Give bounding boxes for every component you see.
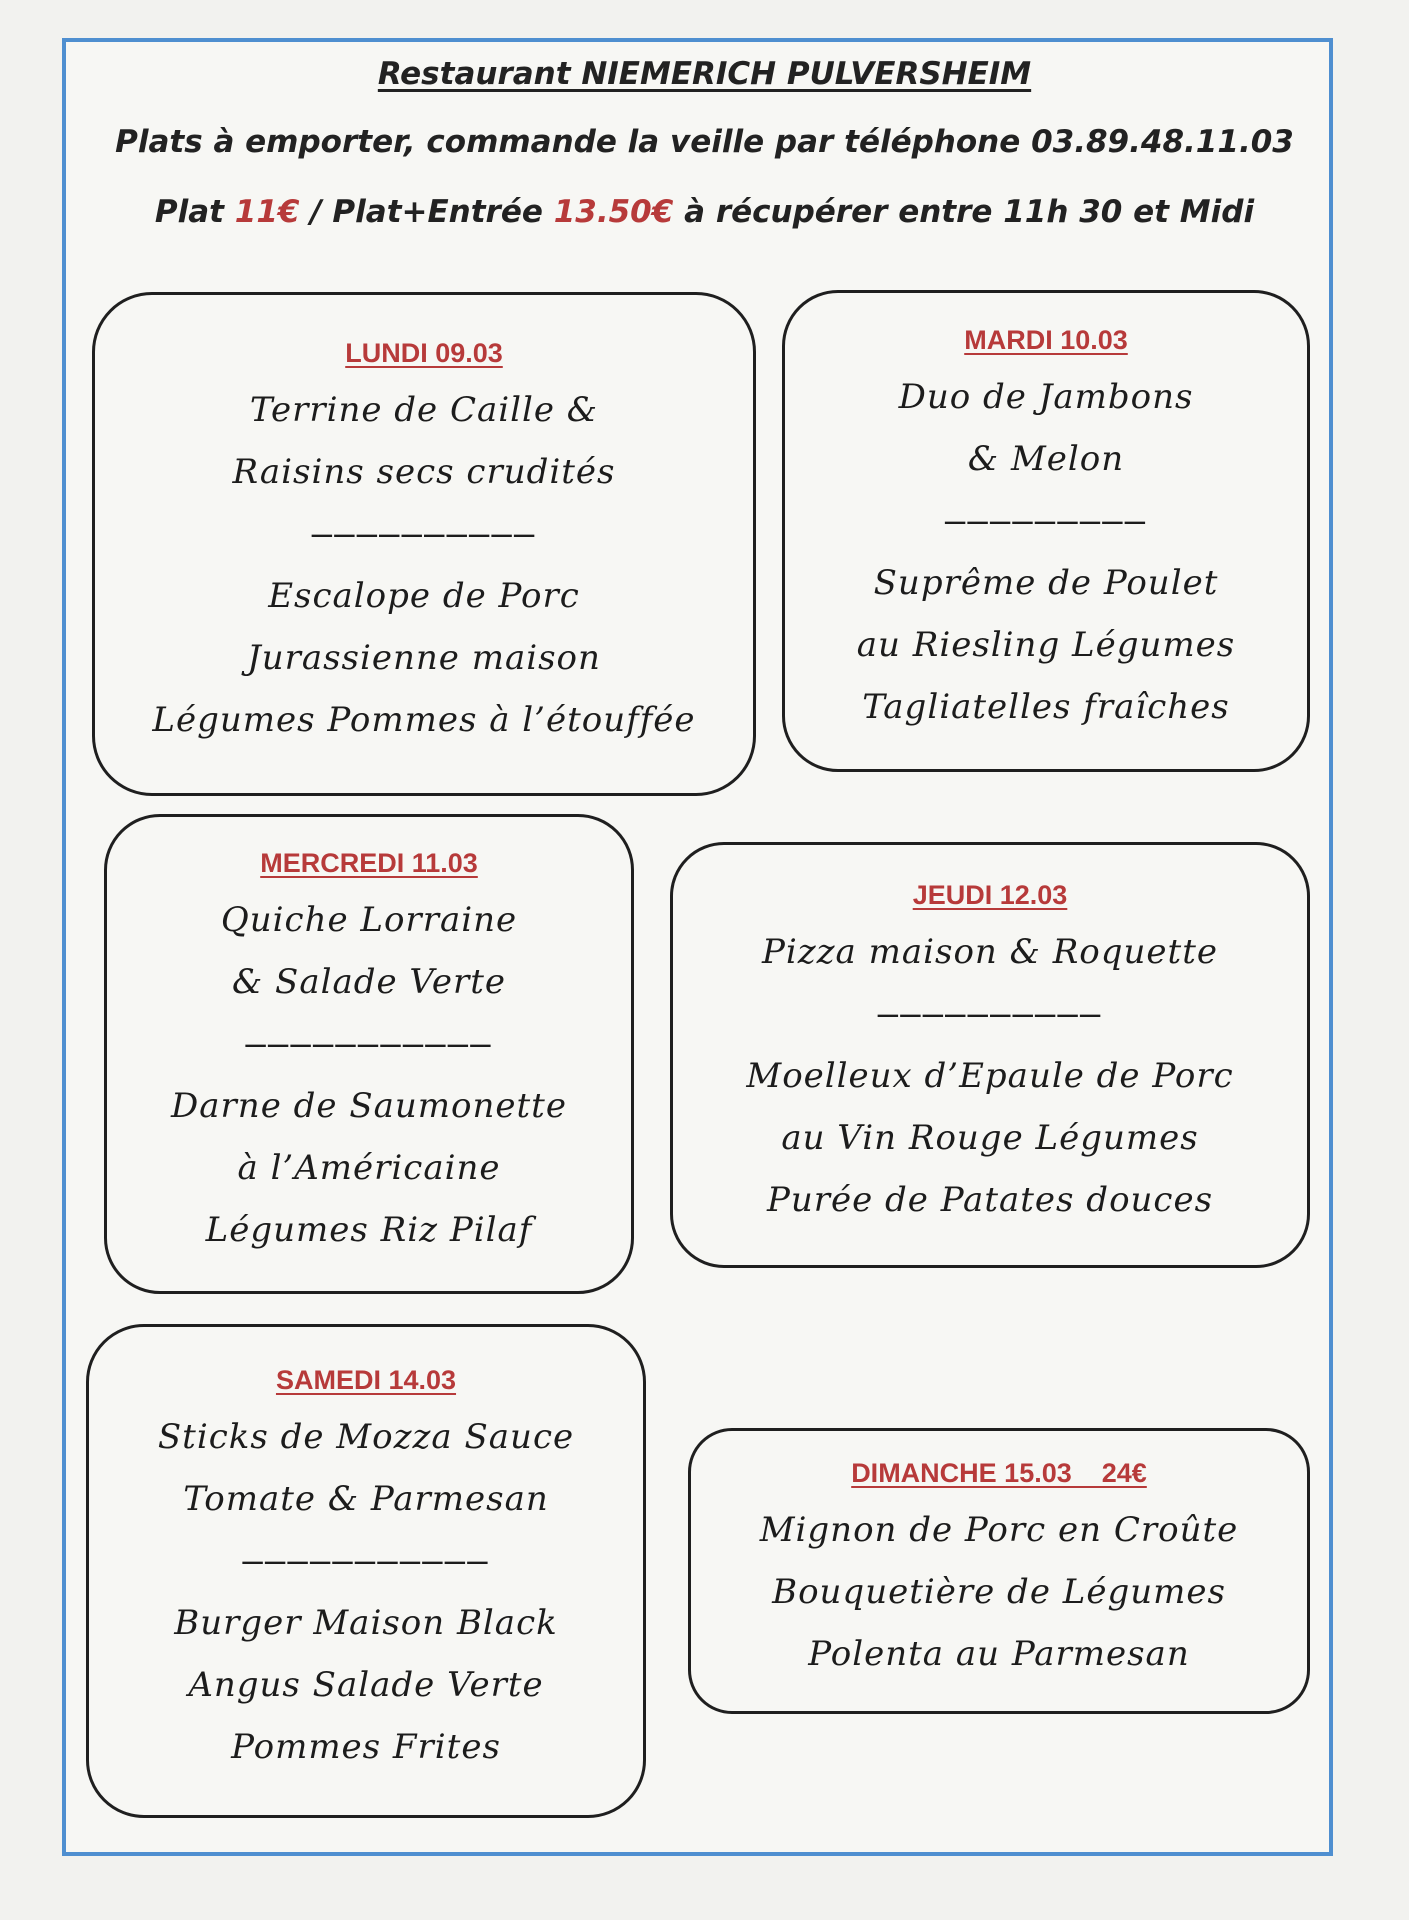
main-line-3: Tagliatelles fraîches <box>862 686 1230 727</box>
starter-line-2: Tomate & Parmesan <box>183 1478 549 1519</box>
starter-line-2: & Melon <box>967 438 1125 479</box>
main-line-1: Escalope de Porc <box>268 575 580 616</box>
course-separator: –––––––––– <box>877 993 1103 1034</box>
starter-line-1: Duo de Jambons <box>898 376 1194 417</box>
course-separator: ––––––––––– <box>242 1540 490 1581</box>
day-title-mercredi: MERCREDI 11.03 <box>260 847 478 878</box>
starter-line-1: Sticks de Mozza Sauce <box>157 1416 575 1457</box>
day-box-dimanche <box>688 1428 1310 1714</box>
takeaway-info: Plats à emporter, commande la veille par téléphone 03.89.48.11.03 <box>115 124 1294 160</box>
main-line-2: à l’Américaine <box>237 1147 501 1188</box>
day-title-dimanche: DIMANCHE 15.03 24€ <box>851 1457 1147 1488</box>
main-line-2: au Vin Rouge Légumes <box>781 1117 1199 1158</box>
main-line-3: Légumes Riz Pilaf <box>205 1209 533 1250</box>
main-line-1: Moelleux d’Epaule de Porc <box>746 1055 1234 1096</box>
starter-line-2: & Salade Verte <box>231 961 507 1002</box>
day-title-jeudi: JEUDI 12.03 <box>912 879 1068 910</box>
main-line-3: Purée de Patates douces <box>766 1179 1214 1220</box>
price-middle: / Plat+Entrée <box>299 194 554 230</box>
main-line-1: Suprême de Poulet <box>873 562 1219 603</box>
main-line-1: Burger Maison Black <box>174 1602 558 1643</box>
day-box-jeudi <box>670 842 1310 1268</box>
plat-price: 11€ <box>234 194 300 230</box>
main-line-3: Pommes Frites <box>231 1726 501 1767</box>
main-line-2: Jurassienne maison <box>247 637 601 678</box>
starter-line-1: Terrine de Caille & <box>249 389 599 430</box>
price-line <box>0 194 1409 230</box>
price-prefix: Plat <box>154 194 235 230</box>
day-box-lundi <box>92 292 756 796</box>
day-box-mercredi <box>104 814 634 1294</box>
day-title-mardi: MARDI 10.03 <box>964 324 1128 355</box>
starter-line-1: Pizza maison & Roquette <box>761 931 1219 972</box>
day-title-lundi: LUNDI 09.03 <box>345 337 503 368</box>
main-line-3: Légumes Pommes à l’étouffée <box>152 699 696 740</box>
pickup-time: à récupérer entre 11h 30 et Midi <box>673 194 1255 230</box>
starter-line-2: Raisins secs crudités <box>232 451 616 492</box>
plat-entree-price: 13.50€ <box>553 194 674 230</box>
day-box-samedi <box>86 1324 646 1818</box>
main-line-2: Angus Salade Verte <box>188 1664 544 1705</box>
main-line-1: Mignon de Porc en Croûte <box>759 1509 1239 1550</box>
main-line-2: au Riesling Légumes <box>856 624 1236 665</box>
day-box-mardi <box>782 290 1310 772</box>
restaurant-title: Restaurant NIEMERICH PULVERSHEIM <box>377 56 1032 92</box>
main-line-3: Polenta au Parmesan <box>808 1633 1190 1674</box>
day-title-samedi: SAMEDI 14.03 <box>275 1364 457 1395</box>
main-line-2: Bouquetière de Légumes <box>772 1571 1226 1612</box>
course-separator: –––––––––– <box>311 513 537 554</box>
starter-line-1: Quiche Lorraine <box>220 899 518 940</box>
course-separator: ––––––––– <box>944 500 1148 541</box>
main-line-1: Darne de Saumonette <box>171 1085 567 1126</box>
course-separator: ––––––––––– <box>245 1023 493 1064</box>
